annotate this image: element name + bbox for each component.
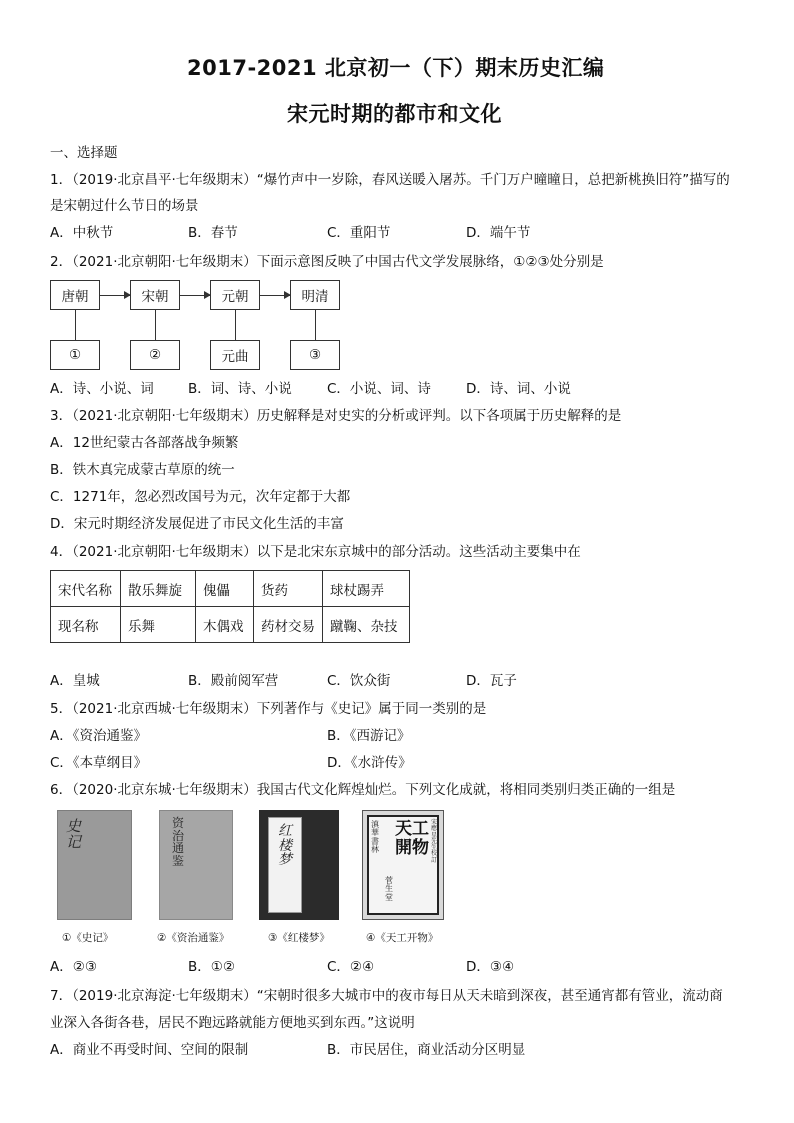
page-title: 2017-2021 北京初一（下）期末历史汇编 [187,56,605,80]
q2-option-a: A．诗、小说、词 [50,381,154,397]
book-cover-tiangongkaiwu [362,810,444,920]
book-title-zizhitongjian: 资治通鉴 [172,816,185,868]
q1-option-d: D．端午节 [466,225,531,241]
q5-option-a: A．《资治通鉴》 [50,728,147,744]
section-heading: 一、选择题 [50,145,118,161]
q3-option-d: D．宋元时期经济发展促进了市民文化生活的丰富 [50,516,344,532]
table-row [51,607,410,643]
book-label-panel [268,817,302,913]
flow-arrow-1 [100,295,130,296]
q1-option-c: C．重阳节 [327,225,391,241]
q2-stem: 2．（2021·北京朝阳·七年级期末）下面示意图反映了中国古代文学发展脉络，①②③处分别是 [50,254,604,270]
q5-option-b: B．《西游记》 [327,728,411,744]
q7-stem-line2: 业深入各街各巷，居民不跑远路就能方便地买到东西。”这说明 [50,1015,415,1031]
q7-stem-line1: 7．（2019·北京海淀·七年级期末）“宋朝时很多大城市中的夜市每日从天未暗到深夜，甚至通宵都有管业，流动商 [50,988,723,1004]
book-cover-shiji [57,810,132,920]
q3-option-c: C．1271年，忽必烈改国号为元，次年定都于大都 [50,489,351,505]
q1-stem-line1: 1．（2019·北京昌平·七年级期末）“爆竹声中一岁除，春风送暖入屠苏。千门万户曈曈日，总把新桃换旧符”描写的 [50,172,730,188]
book-caption-zizhitongjian: ②《资治通鉴》 [157,932,230,944]
table-cell: 散乐舞旋 [121,571,196,607]
q4-option-d: D．瓦子 [466,673,517,689]
q7-option-a: A．商业不再受时间、空间的限制 [50,1042,249,1058]
table-cell: 药材交易 [254,607,323,643]
q1-stem-line2: 是宋朝过什么节日的场景 [50,198,199,214]
table-cell: 现名称 [51,607,121,643]
table-cell: 乐舞 [121,607,196,643]
q4-option-b: B．殿前阅军营 [188,673,279,689]
q6-option-c: C．②④ [327,959,375,975]
book-caption-hongloumeng: ③《红楼梦》 [268,932,330,944]
table-cell: 货药 [254,571,323,607]
q2-option-c: C．小说、词、诗 [327,381,431,397]
book-title-tiangongkaiwu: 天工開物 [395,819,429,858]
book-side-right-text: 菅生堂 [385,876,393,902]
book-top-line-text: 宋應星先生校訂 [431,819,438,864]
flow-blank-3: ③ [290,340,340,370]
book-caption-shiji: ①《史记》 [62,932,114,944]
flow-box-song: 宋朝 [130,280,180,310]
book-caption-tiangongkaiwu: ④《天工开物》 [366,932,439,944]
q6-option-a: A．②③ [50,959,97,975]
book-cover-hongloumeng [259,810,339,920]
flow-blank-1: ① [50,340,100,370]
book-title-hongloumeng: 红楼梦 [278,823,292,869]
book-frame [367,815,439,915]
book-side-left-text: 滇華書林 [371,820,379,855]
flow-arrow-2 [180,295,210,296]
flow-arrow-3 [260,295,290,296]
table-row [51,571,410,607]
book-title-shiji: 史记 [66,817,82,851]
q4-stem: 4．（2021·北京朝阳·七年级期末）以下是北宋东京城中的部分活动。这些活动主要集中在 [50,544,581,560]
q1-option-a: A．中秋节 [50,225,114,241]
q5-stem: 5．（2021·北京西城·七年级期末）下列著作与《史记》属于同一类别的是 [50,701,487,717]
q4-option-a: A．皇城 [50,673,100,689]
q3-option-a: A．12世纪蒙古各部落战争频繁 [50,435,239,451]
q1-option-b: B．春节 [188,225,238,241]
flow-connector-2 [155,310,156,340]
table-cell: 蹴鞠、杂技 [323,607,410,643]
q6-option-b: B．①② [188,959,235,975]
q7-option-b: B．市民居住，商业活动分区明显 [327,1042,526,1058]
flow-connector-1 [75,310,76,340]
table-cell: 傀儡 [196,571,254,607]
q6-option-d: D．③④ [466,959,515,975]
table-cell: 宋代名称 [51,571,121,607]
flow-box-yuan: 元朝 [210,280,260,310]
table-cell: 球杖踢弄 [323,571,410,607]
page-subtitle: 宋元时期的都市和文化 [287,102,502,126]
table-cell: 木偶戏 [196,607,254,643]
flow-connector-4 [315,310,316,340]
activities-table [50,570,410,643]
q4-option-c: C．饮众街 [327,673,391,689]
q6-stem: 6．（2020·北京东城·七年级期末）我国古代文化辉煌灿烂。下列文化成就，将相同类别归类正确的一组是 [50,782,676,798]
q5-option-d: D．《水浒传》 [327,755,412,771]
flow-connector-3 [235,310,236,340]
flow-blank-2: ② [130,340,180,370]
flow-box-mingqing: 明清 [290,280,340,310]
flow-box-tang: 唐朝 [50,280,100,310]
book-cover-zizhitongjian [159,810,233,920]
q3-option-b: B．铁木真完成蒙古草原的统一 [50,462,235,478]
flow-box-yuanqu: 元曲 [210,340,260,370]
q5-option-c: C．《本草纲目》 [50,755,148,771]
q2-option-b: B．词、诗、小说 [188,381,292,397]
q2-option-d: D．诗、词、小说 [466,381,571,397]
q3-stem: 3．（2021·北京朝阳·七年级期末）历史解释是对史实的分析或评判。以下各项属于历史解释的是 [50,408,622,424]
